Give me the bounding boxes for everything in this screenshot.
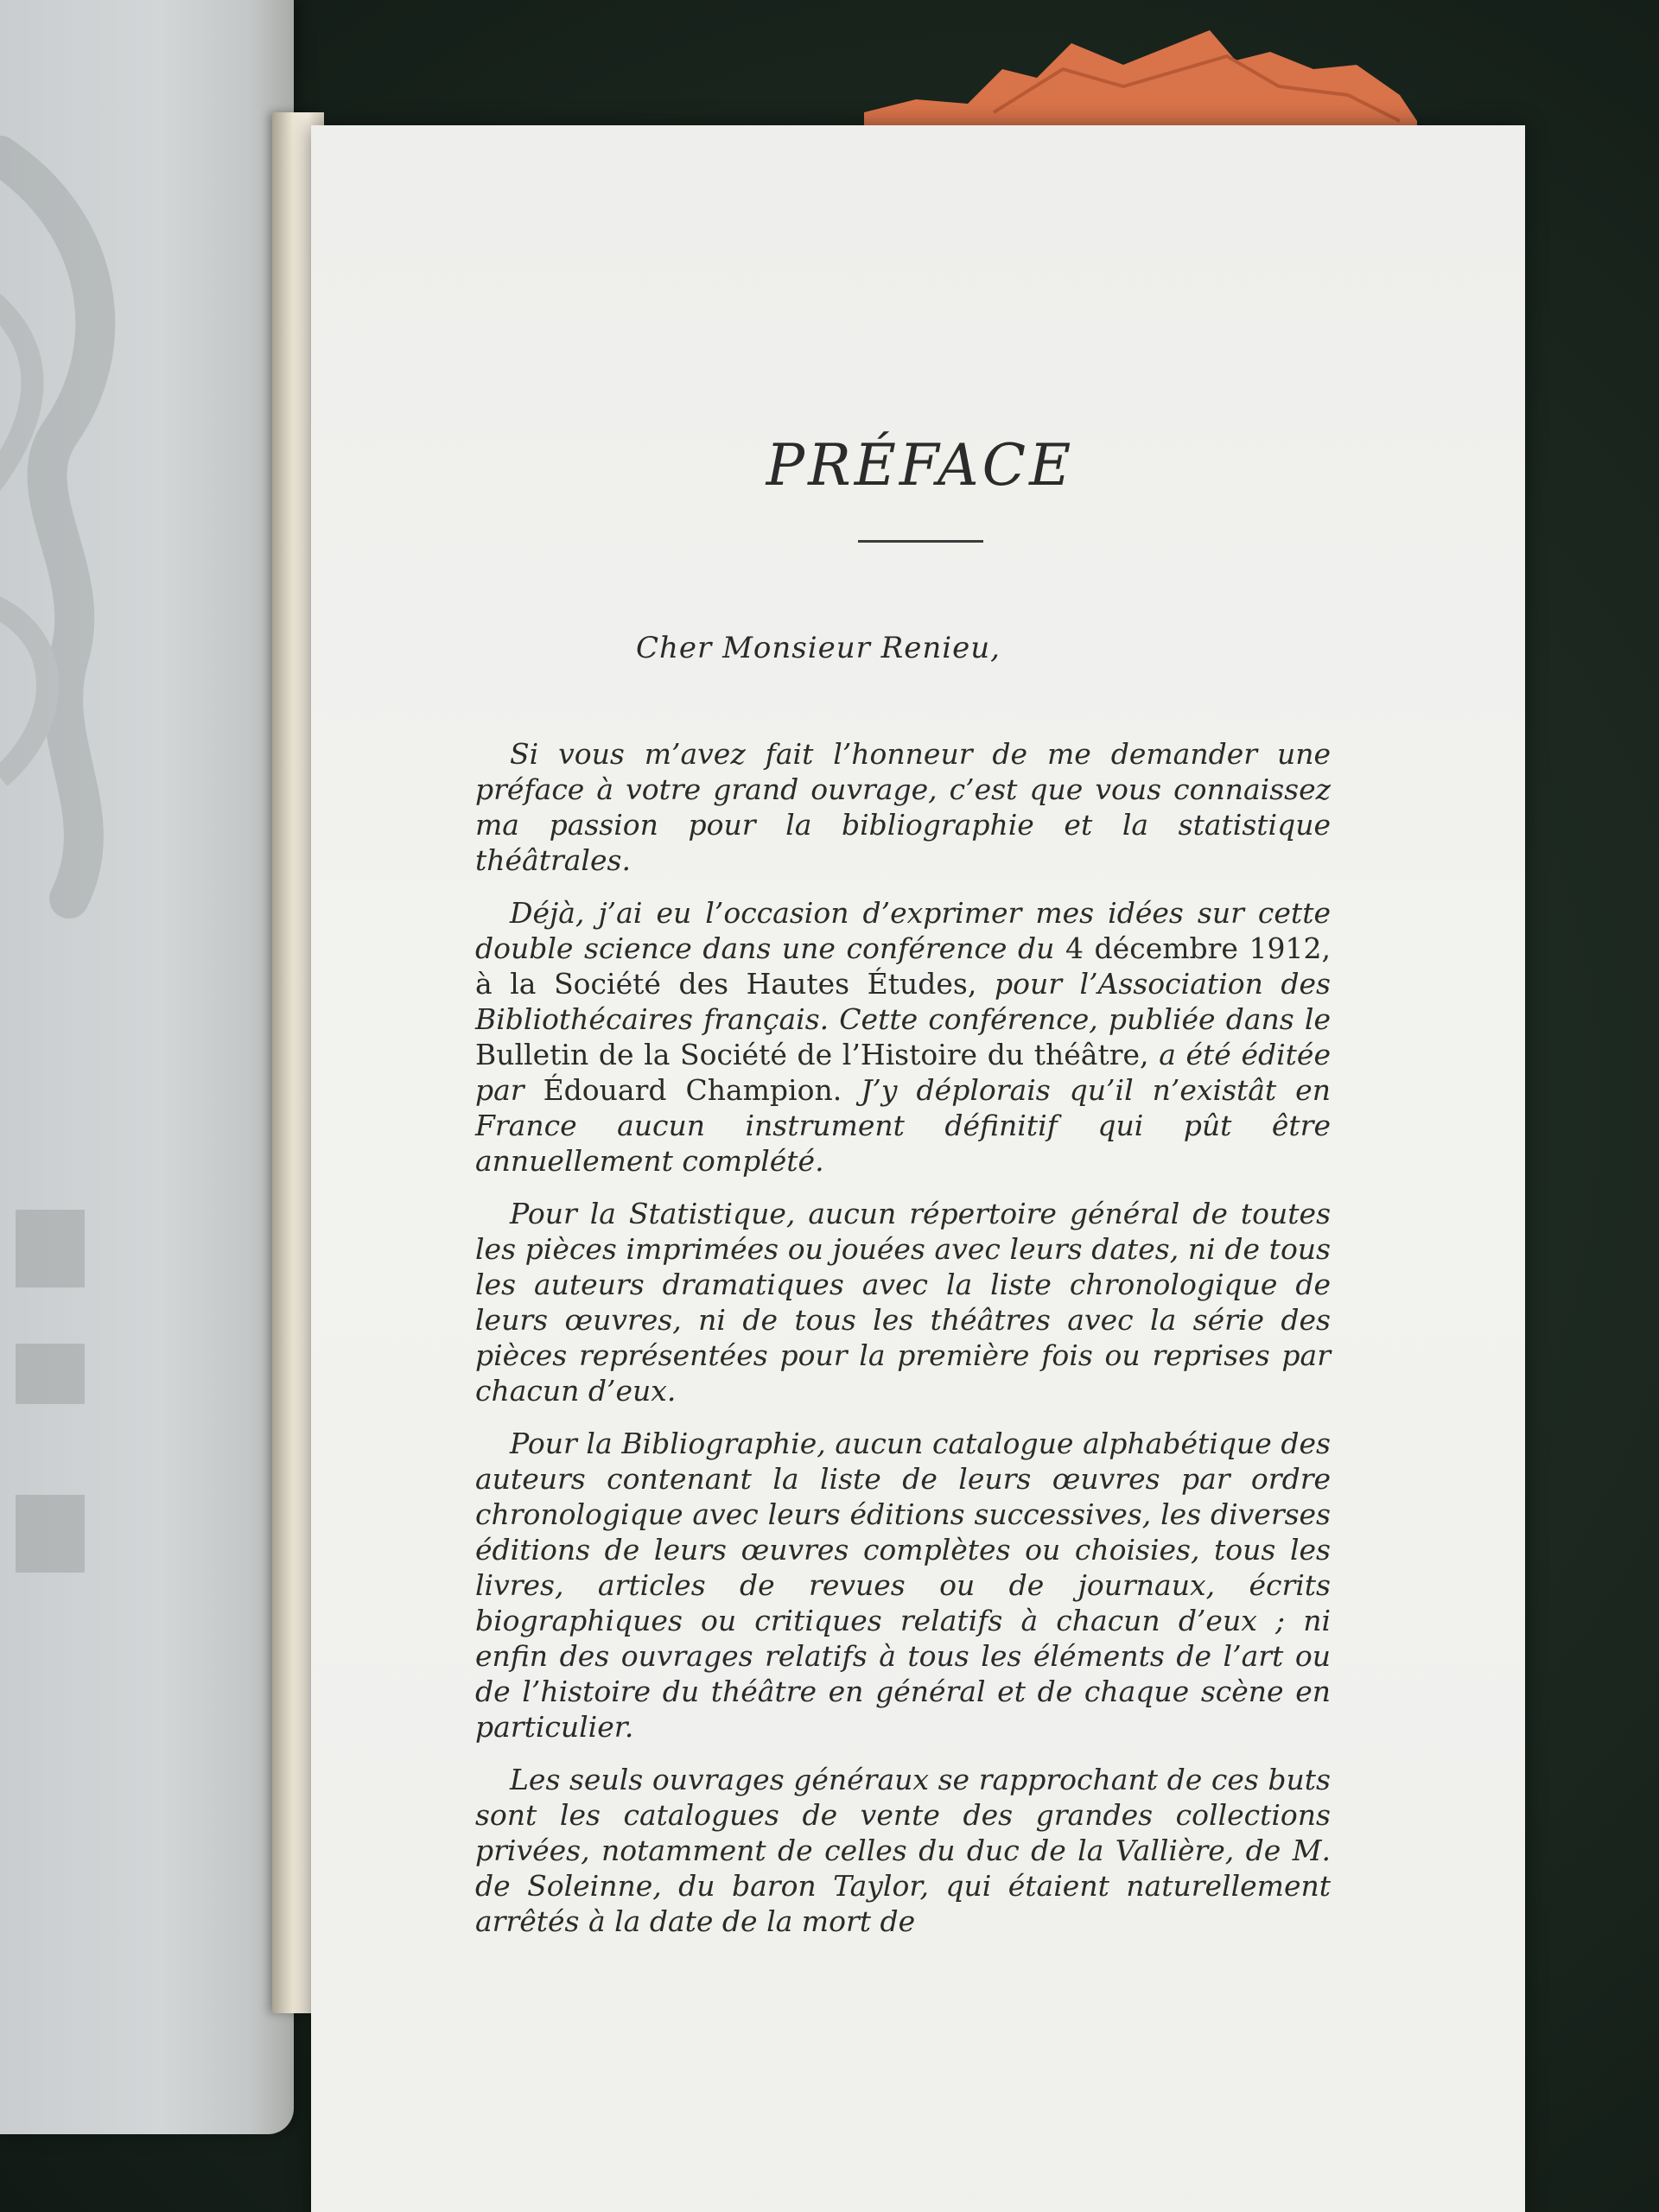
paragraph: Les seuls ouvrages généraux se rapprochant de ces buts sont les catalogues de vente des grandes collections privées, notamment de celles du duc de la Vallière, de M. de Soleinne, du baron Taylor, qui étaient naturellement arrêtés à la date de la mort de: [475, 1763, 1331, 1938]
text-roman: Bulletin de la Société de l’Histoire du théâtre,: [475, 1038, 1149, 1071]
bleed-through-glyph: [16, 1344, 85, 1404]
title-rule: [858, 540, 983, 543]
page-title: PRÉFACE: [766, 432, 1075, 499]
text-italic: pour l’Association des Bibliothécaires français. Cette conférence, publiée dans le: [475, 967, 1331, 1036]
salutation: Cher Monsieur Renieu,: [636, 631, 1001, 665]
paragraph: Si vous m’avez fait l’honneur de me demander une préface à votre grand ouvrage, c’est que vous connaissez ma passion pour la bibliographie et la statistique théâtrales.: [475, 737, 1331, 877]
left-page: [0, 0, 294, 2134]
text-roman: 4 décembre 1912, à la Société des Hautes Études,: [475, 931, 1331, 1001]
text-italic: a été éditée par: [475, 1038, 1331, 1107]
paragraph: Pour la Statistique, aucun répertoire général de toutes les pièces imprimées ou jouées avec leurs dates, ni de tous les auteurs dramatiques avec la liste chronologique de leurs œuvres, ni de tous les théâtres avec la série des pièces représentées pour la première fois ou reprises par chacun d’eux.: [475, 1197, 1331, 1408]
paragraph: [475, 895, 1331, 1179]
text-italic: J’y déplorais qu’il n’existât en France aucun instrument définitif qui pût être annuellement complété.: [475, 1073, 1331, 1178]
bleed-through-glyph: [16, 1210, 85, 1287]
text-roman: Édouard Champion.: [543, 1073, 842, 1107]
right-page: [311, 125, 1525, 2212]
text-block: [475, 432, 1331, 1939]
paragraph: Pour la Bibliographie, aucun catalogue alphabétique des auteurs contenant la liste de leurs œuvres par ordre chronologique avec leurs éditions successives, les diverses éditions de leurs œuvres complètes ou choisies, tous les livres, articles de revues ou de journaux, écrits biographiques ou critiques relatifs à chacun d’eux ; ni enfin des ouvrages relatifs à tous les éléments de l’art ou de l’histoire du théâtre en général et de chaque scène en particulier.: [475, 1427, 1331, 1744]
ornament-icon: [0, 121, 138, 950]
text-italic: Déjà, j’ai eu l’occasion d’exprimer mes idées sur cette double science dans une conférence du: [475, 896, 1331, 965]
bleed-through-glyph: [16, 1495, 85, 1573]
